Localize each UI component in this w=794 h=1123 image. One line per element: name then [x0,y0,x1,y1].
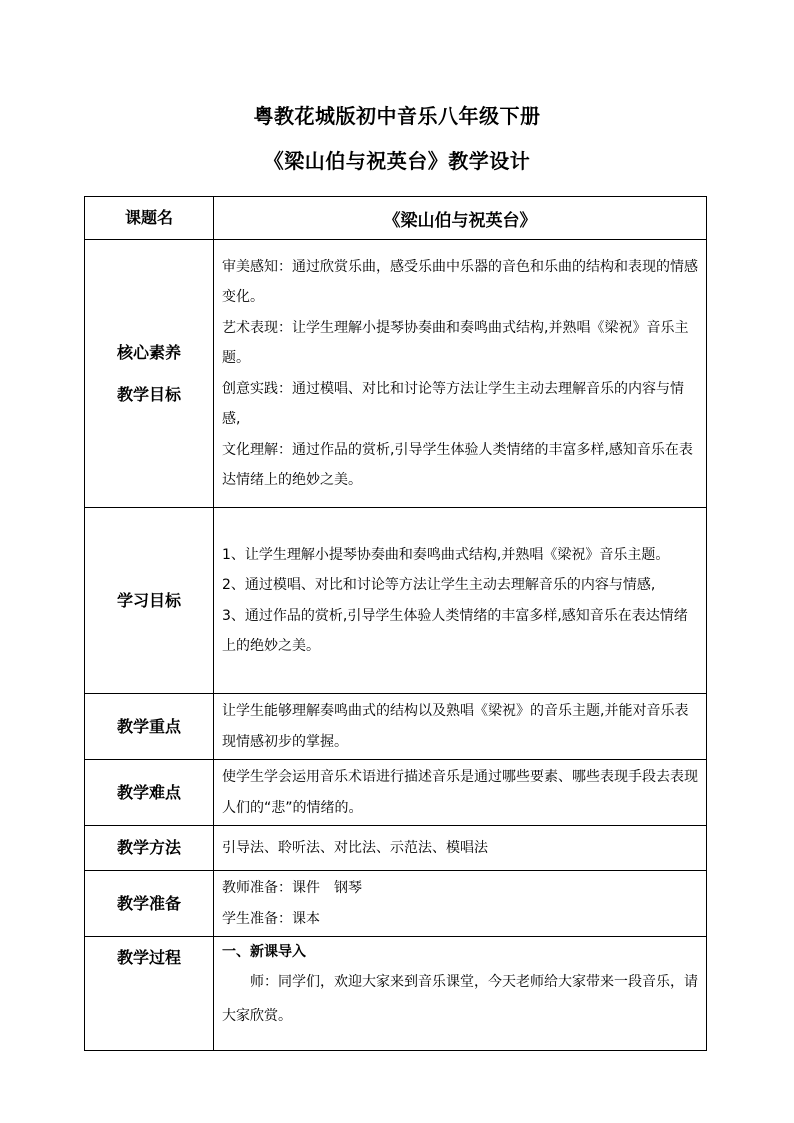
preparation-label-cell [85,871,214,937]
row-methods [85,826,707,871]
preparation-label: 教学准备 [116,893,181,913]
core-goal-item: 创意实践：通过模唱、对比和讨论等方法让学生主动去理解音乐的内容与情感, [222,380,684,427]
process-label-cell [85,937,214,1051]
topic-label-cell [85,197,214,240]
key-points-text: 让学生能够理解奏鸣曲式的结构以及熟唱《梁祝》的音乐主题,并能对音乐表现情感初步的掌握。 [222,703,689,750]
core-goals-content [214,240,707,508]
learning-label: 学习目标 [116,590,181,610]
topic-label: 课题名 [124,208,173,227]
row-key-points [85,694,707,760]
core-label-line1: 核心素养 [116,342,181,362]
key-points-content [214,694,707,760]
row-topic [85,197,707,240]
difficulties-content [214,760,707,826]
lesson-plan-table [84,196,707,1051]
core-goal-item: 审美感知：通过欣赏乐曲，感受乐曲中乐器的音色和乐曲的结构和表现的情感变化。 [222,258,698,305]
process-section-title: 一、新课导入 [222,944,306,960]
learning-content [214,508,707,694]
process-content [214,937,707,1051]
difficulties-label-cell [85,760,214,826]
topic-value: 《梁山伯与祝英台》 [383,210,537,231]
document-subtitle: 《梁山伯与祝英台》教学设计 [263,149,531,173]
difficulties-text: 使学生学会运用音乐术语进行描述音乐是通过哪些要素、哪些表现手段去表现人们的“悲”的情绪的。 [222,769,698,816]
learning-goal-item: 1、让学生理解小提琴协奏曲和奏鸣曲式结构,并熟唱《梁祝》音乐主题。 [222,546,670,563]
topic-value-cell [214,197,707,240]
methods-text: 引导法、聆听法、对比法、示范法、模唱法 [222,839,488,856]
row-preparation [85,871,707,937]
learning-label-cell [85,508,214,694]
preparation-content [214,871,707,937]
methods-content [214,826,707,871]
core-goals-label-cell [85,240,214,508]
learning-goal-item: 3、通过作品的赏析,引导学生体验人类情绪的丰富多样,感知音乐在表达情绪上的绝妙之美。 [222,607,688,654]
learning-goal-item: 2、通过模唱、对比和讨论等方法让学生主动去理解音乐的内容与情感, [222,577,656,593]
core-goal-item: 文化理解：通过作品的赏析,引导学生体验人类情绪的丰富多样,感知音乐在表达情绪上的绝妙之美。 [222,441,693,488]
key-points-label: 教学重点 [116,716,181,736]
process-text: 师：同学们，欢迎大家来到音乐课堂，今天老师给大家带来一段音乐，请大家欣赏。 [222,974,698,1024]
row-core-goals [85,240,707,508]
methods-label: 教学方法 [116,838,181,857]
row-difficulties [85,760,707,826]
row-process [85,937,707,1051]
document-title: 粤教花城版初中音乐八年级下册 [253,104,541,128]
methods-label-cell [85,826,214,871]
process-label: 教学过程 [116,948,181,967]
preparation-student: 学生准备：课本 [222,910,320,927]
core-label-line2: 教学目标 [116,384,181,404]
row-learning-goals [85,508,707,694]
key-points-label-cell [85,694,214,760]
core-goal-item: 艺术表现：让学生理解小提琴协奏曲和奏鸣曲式结构,并熟唱《梁祝》音乐主题。 [222,319,689,366]
difficulties-label: 教学难点 [116,782,181,802]
preparation-teacher: 教师准备：课件 钢琴 [222,880,362,896]
